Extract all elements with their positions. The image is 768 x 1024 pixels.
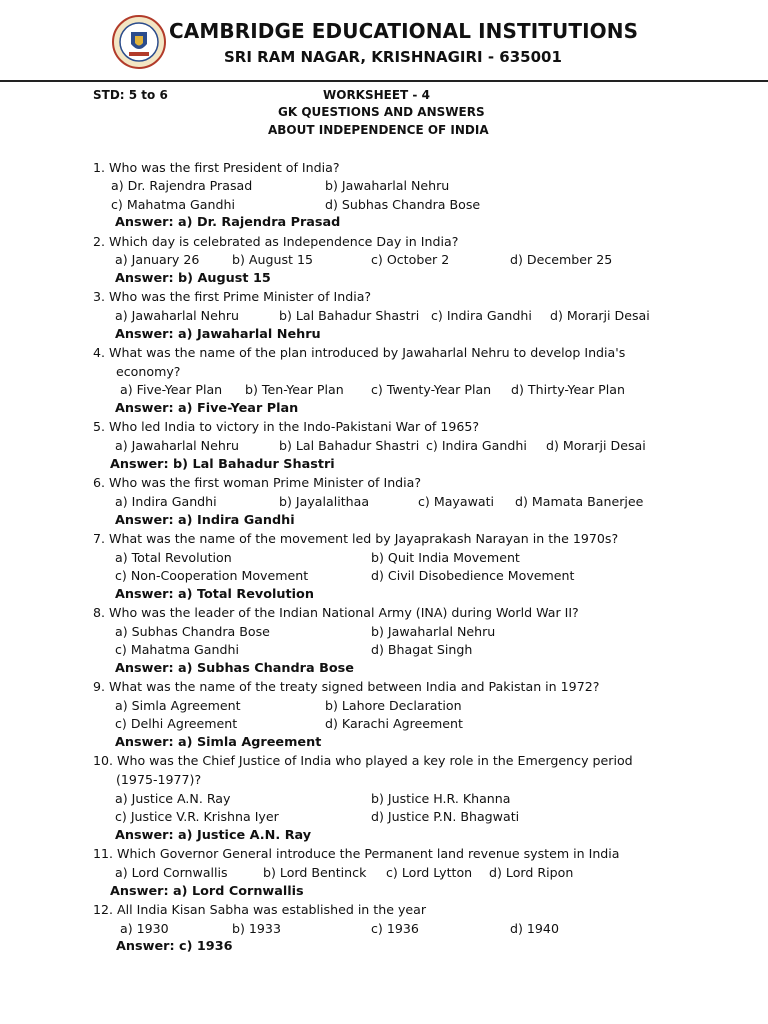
option: c) Justice V.R. Krishna Iyer [115,809,279,824]
answer: Answer: a) Subhas Chandra Bose [115,661,354,676]
header-divider [0,80,768,82]
question-text-continued: economy? [116,364,181,379]
question-text: 1. Who was the first President of India? [93,160,340,175]
question-text: 11. Which Governor General introduce the Permanent land revenue system in India [93,846,620,861]
option: b) Jawaharlal Nehru [371,624,496,639]
option: c) Mahatma Gandhi [115,642,239,657]
topic-line-2: ABOUT INDEPENDENCE OF INDIA [268,123,489,137]
answer: Answer: a) Total Revolution [115,587,314,602]
question-text: 8. Who was the leader of the Indian National Army (INA) during World War II? [93,605,579,620]
option: d) Subhas Chandra Bose [325,197,481,212]
option: d) Karachi Agreement [325,716,463,731]
option: d) Justice P.N. Bhagwati [371,809,520,824]
option: c) October 2 [371,252,450,267]
option: a) Lord Cornwallis [115,865,228,880]
school-logo [111,14,167,70]
question-text-continued: (1975-1977)? [116,772,202,787]
option: d) Thirty-Year Plan [511,382,625,397]
institution-name: CAMBRIDGE EDUCATIONAL INSTITUTIONS [169,19,639,43]
option: b) Ten-Year Plan [245,382,344,397]
std-label: STD: 5 to 6 [93,88,168,102]
answer: Answer: a) Five-Year Plan [115,401,299,416]
answer: Answer: a) Lord Cornwallis [110,884,304,899]
option: b) Lal Bahadur Shastri [279,438,420,453]
question-text: 9. What was the name of the treaty signed between India and Pakistan in 1972? [93,679,600,694]
answer: Answer: a) Jawaharlal Nehru [115,327,321,342]
option: b) August 15 [232,252,314,267]
question-text: 2. Which day is celebrated as Independence Day in India? [93,234,459,249]
worksheet-label: WORKSHEET - 4 [323,88,430,102]
option: d) Lord Ripon [489,865,574,880]
answer: Answer: a) Dr. Rajendra Prasad [115,215,341,230]
option: b) 1933 [232,921,281,936]
option: a) Dr. Rajendra Prasad [111,178,253,193]
answer: Answer: b) Lal Bahadur Shastri [110,457,335,472]
option: d) December 25 [510,252,613,267]
option: c) Indira Gandhi [426,438,527,453]
option: a) Indira Gandhi [115,494,217,509]
answer: Answer: a) Justice A.N. Ray [115,828,312,843]
option: a) Justice A.N. Ray [115,791,231,806]
option: a) Five-Year Plan [120,382,223,397]
option: d) Civil Disobedience Movement [371,568,575,583]
question-text: 5. Who led India to victory in the Indo-Pakistani War of 1965? [93,419,480,434]
answer: Answer: c) 1936 [116,939,233,954]
option: b) Lahore Declaration [325,698,462,713]
topic-line-1: GK QUESTIONS AND ANSWERS [278,105,485,119]
option: a) Jawaharlal Nehru [115,308,239,323]
question-text: 10. Who was the Chief Justice of India who played a key role in the Emergency period [93,753,633,768]
option: b) Justice H.R. Khanna [371,791,511,806]
answer: Answer: a) Simla Agreement [115,735,322,750]
option: c) Mahatma Gandhi [111,197,235,212]
option: c) Non-Cooperation Movement [115,568,309,583]
question-text: 4. What was the name of the plan introduced by Jawaharlal Nehru to develop India's [93,345,626,360]
option: d) Morarji Desai [550,308,650,323]
option: c) Mayawati [418,494,495,509]
institution-address: SRI RAM NAGAR, KRISHNAGIRI - 635001 [224,48,562,66]
option: a) Subhas Chandra Bose [115,624,270,639]
option: c) Indira Gandhi [431,308,532,323]
question-text: 6. Who was the first woman Prime Minister of India? [93,475,422,490]
option: c) Twenty-Year Plan [371,382,492,397]
option: b) Jawaharlal Nehru [325,178,450,193]
option: c) 1936 [371,921,419,936]
question-text: 12. All India Kisan Sabha was established in the year [93,902,427,917]
option: d) Morarji Desai [546,438,646,453]
option: d) Bhagat Singh [371,642,473,657]
option: c) Delhi Agreement [115,716,238,731]
option: b) Lord Bentinck [263,865,367,880]
answer: Answer: a) Indira Gandhi [115,513,295,528]
answer: Answer: b) August 15 [115,271,271,286]
option: b) Jayalalithaa [279,494,370,509]
question-text: 3. Who was the first Prime Minister of India? [93,289,372,304]
option: a) Simla Agreement [115,698,241,713]
question-text: 7. What was the name of the movement led by Jayaprakash Narayan in the 1970s? [93,531,619,546]
option: b) Quit India Movement [371,550,520,565]
option: b) Lal Bahadur Shastri [279,308,420,323]
option: a) January 26 [115,252,200,267]
option: d) Mamata Banerjee [515,494,644,509]
option: d) 1940 [510,921,559,936]
option: a) Total Revolution [115,550,232,565]
option: a) 1930 [120,921,169,936]
option: c) Lord Lytton [386,865,473,880]
option: a) Jawaharlal Nehru [115,438,239,453]
